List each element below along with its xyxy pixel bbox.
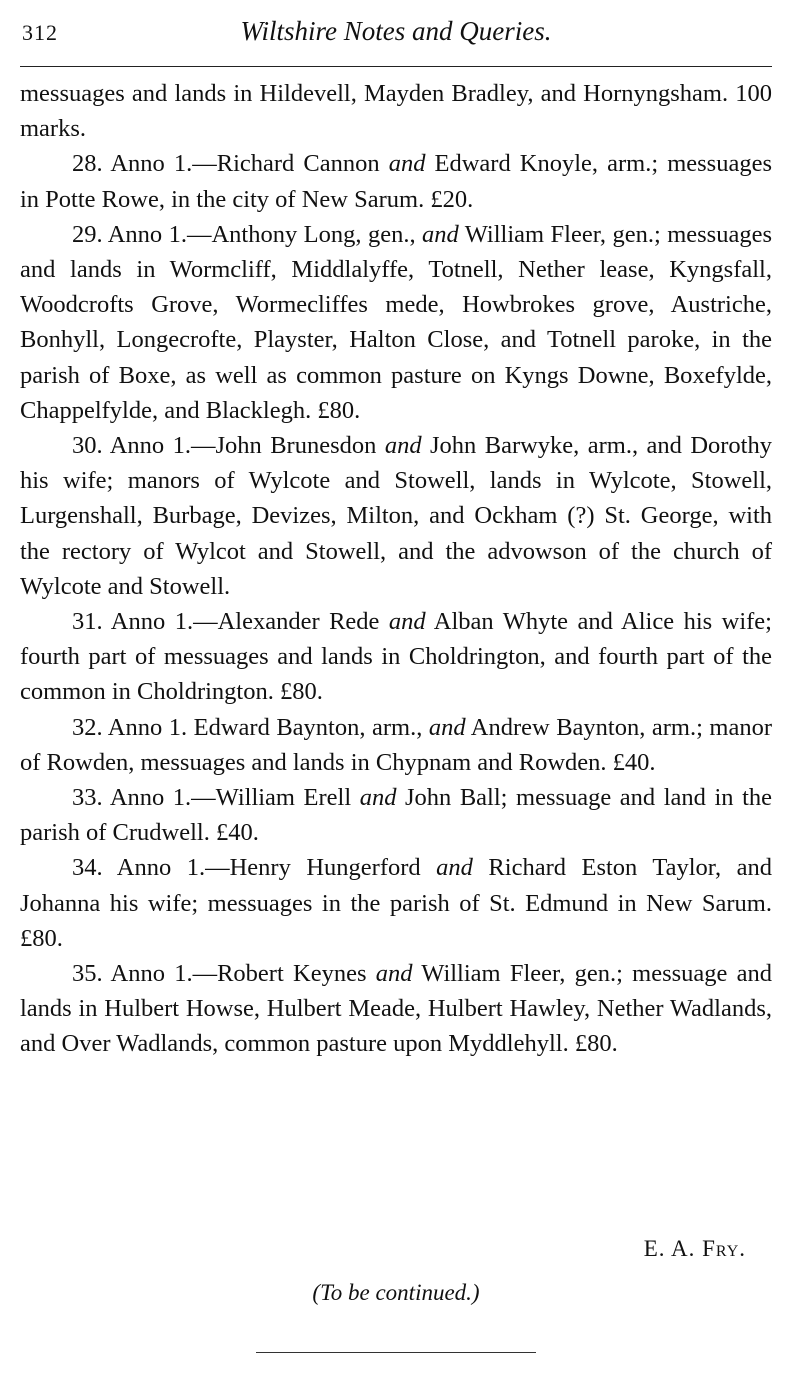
page (20, 0, 772, 1384)
body-text (20, 76, 772, 1062)
opening-paragraph: messuages and lands in Hildevell, Mayden Bradley, and Hornyngsham. 100 marks. (20, 80, 772, 143)
page-number: 312 (22, 20, 58, 45)
author-surname: Fry. (702, 1236, 746, 1261)
entry-30: 30. Anno 1.—John Brunesdon and John Barwyke, arm., and Dorothy his wife; manors of Wylcote and Stowell, lands in Wylcote, Stowell, Lurgenshall, Burbage, Devizes, Milton, and Ockham (?) St. George, with the rectory of Wylcot and Stowell, and the advowson of the church of Wylcote and Stowell. (20, 432, 772, 600)
author-signature (644, 1236, 746, 1262)
entry-28: 28. Anno 1.—Richard Cannon and Edward Knoyle, arm.; messuages in Potte Rowe, in the city of New Sarum. £20. (20, 150, 772, 213)
page-header (20, 12, 772, 52)
header-rule (20, 66, 772, 67)
entry-31: 31. Anno 1.—Alexander Rede and Alban Whyte and Alice his wife; fourth part of messuages and lands in Choldrington, and fourth part of the common in Choldrington. £80. (20, 608, 772, 706)
entry-29: 29. Anno 1.—Anthony Long, gen., and William Fleer, gen.; messuages and lands in Wormcliff, Middlalyffe, Totnell, Nether lease, Kyngsfall, Woodcrofts Grove, Wormecliffes mede, Howbrokes grove, Austriche, Bonhyll, Longecrofte, Playster, Halton Close, and Totnell paroke, in the parish of Boxe, as well as common pasture on Kyngs Downe, Boxefylde, Chappelfylde, and Blacklegh. £80. (20, 220, 772, 424)
author-initials: E. A. (643, 1236, 696, 1261)
to-be-continued: (To be continued.) (312, 1280, 480, 1305)
entry-33: 33. Anno 1.—William Erell and John Ball; messuage and land in the parish of Crudwell. £40. (20, 784, 772, 847)
running-title: Wiltshire Notes and Queries. (240, 16, 552, 46)
entry-32: 32. Anno 1. Edward Baynton, arm., and Andrew Baynton, arm.; manor of Rowden, messuages and lands in Chypnam and Rowden. £40. (20, 713, 772, 776)
entry-35: 35. Anno 1.—Robert Keynes and William Fleer, gen.; messuage and lands in Hulbert Howse, Hulbert Meade, Hulbert Hawley, Nether Wadlands, and Over Wadlands, common pasture upon Myddlehyll. £80. (20, 960, 773, 1058)
entry-34: 34. Anno 1.—Henry Hungerford and Richard Eston Taylor, and Johanna his wife; messuages in the parish of St. Edmund in New Sarum. £80. (20, 854, 772, 952)
footer-rule (256, 1352, 536, 1353)
